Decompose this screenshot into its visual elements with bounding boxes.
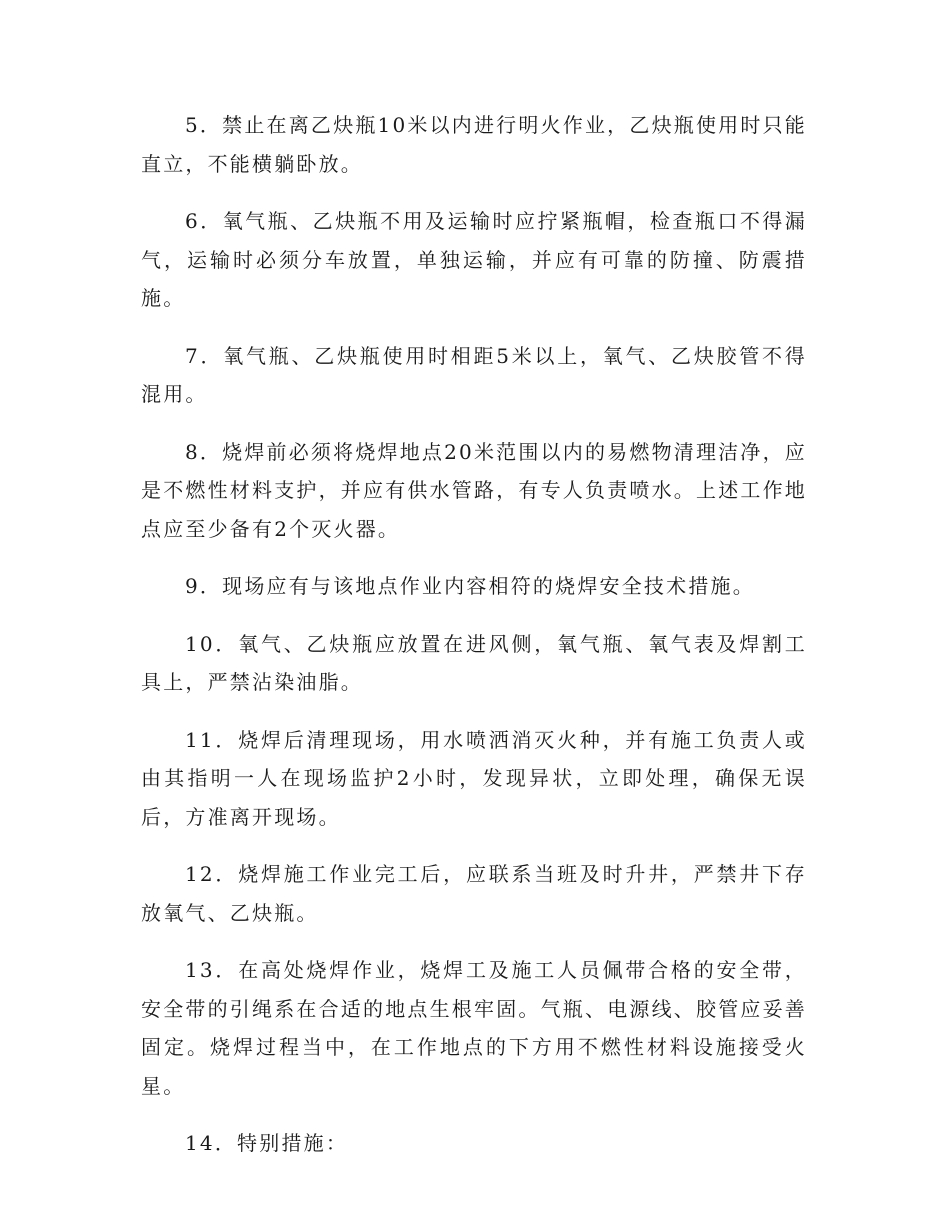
paragraph-item-14: 14．特别措施： bbox=[185, 1131, 349, 1155]
paragraph-item-5: 5．禁止在离乙炔瓶10米以内进行明火作业，乙炔瓶使用时只能直立，不能横躺卧放。 bbox=[141, 113, 807, 176]
paragraph-item-10: 10．氧气、乙炔瓶应放置在进风侧，氧气瓶、氧气表及焊割工具上，严禁沾染油脂。 bbox=[141, 631, 807, 694]
paragraph-item-6: 6．氧气瓶、乙炔瓶不用及运输时应拧紧瓶帽，检查瓶口不得漏气，运输时必须分车放置，单独运输，并应有可靠的防撞、防震措施。 bbox=[141, 209, 807, 310]
paragraph-item-9: 9．现场应有与该地点作业内容相符的烧焊安全技术措施。 bbox=[185, 574, 755, 598]
paragraph-item-13: 13．在高处烧焊作业，烧焊工及施工人员佩带合格的安全带，安全带的引绳系在合适的地点生根牢固。气瓶、电源线、胶管应妥善固定。烧焊过程当中，在工作地点的下方用不燃性材料设施接受火星。 bbox=[141, 958, 807, 1098]
paragraph-item-12: 12．烧焊施工作业完工后，应联系当班及时升井，严禁井下存放氧气、乙炔瓶。 bbox=[141, 862, 807, 925]
paragraph-item-7: 7．氧气瓶、乙炔瓶使用时相距5米以上，氧气、乙炔胶管不得混用。 bbox=[141, 343, 807, 406]
document-body bbox=[141, 106, 807, 1182]
paragraph-item-11: 11．烧焊后清理现场，用水喷洒消灭火种，并有施工负责人或由其指明一人在现场监护2小时，发现异状，立即处理，确保无误后，方准离开现场。 bbox=[141, 727, 807, 829]
paragraph-item-8: 8．烧焊前必须将烧焊地点20米范围以内的易燃物清理洁净，应是不燃性材料支护，并应有供水管路，有专人负责喷水。上述工作地点应至少备有2个灭火器。 bbox=[141, 439, 807, 541]
